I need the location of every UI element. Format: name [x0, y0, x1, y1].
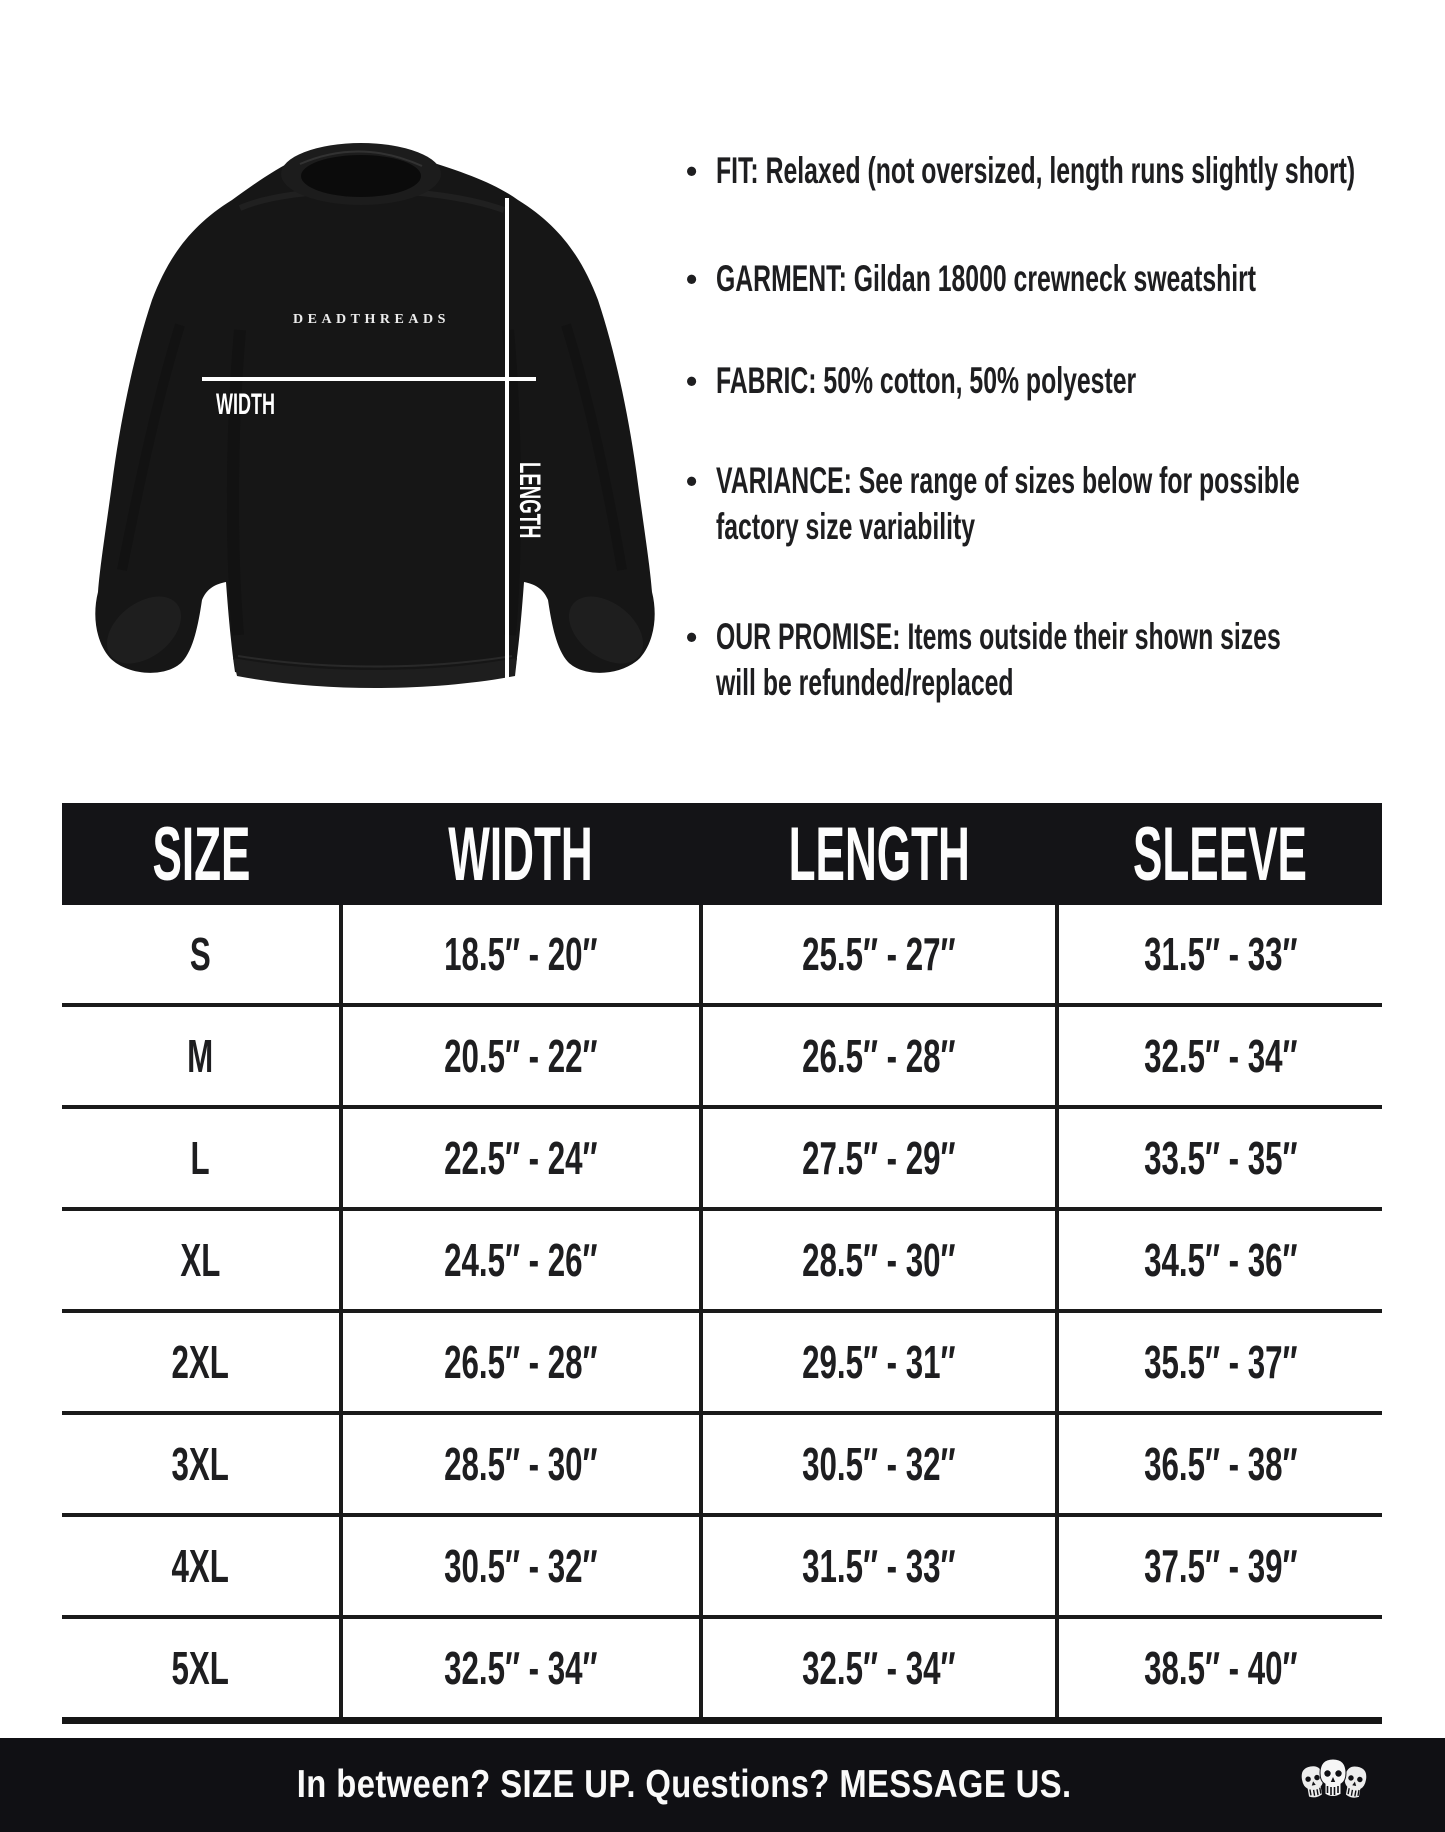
sleeve-cell: 34.5″ - 36″	[1057, 1209, 1382, 1311]
bullet-text-line: FIT: Relaxed (not oversized, length runs slightly short)	[716, 150, 1356, 191]
length-cell: 25.5″ - 27″	[701, 905, 1057, 1005]
length-measure-line	[505, 198, 509, 722]
bullet-text-line: GARMENT: Gildan 18000 crewneck sweatshirt	[716, 258, 1257, 299]
length-cell: 28.5″ - 30″	[701, 1209, 1057, 1311]
table-row	[62, 1311, 1382, 1413]
length-cell: 30.5″ - 32″	[701, 1413, 1057, 1515]
width-cell: 28.5″ - 30″	[341, 1413, 701, 1515]
table-row	[62, 1413, 1382, 1515]
sleeve-cell: 33.5″ - 35″	[1057, 1107, 1382, 1209]
bullet-text-line: VARIANCE: See range of sizes below for possible	[716, 460, 1300, 501]
bullet-marker: •	[686, 261, 698, 297]
footer-message: In between? SIZE UP. Questions? MESSAGE US.	[297, 1763, 1072, 1806]
size-table	[62, 803, 1382, 1724]
length-cell: 29.5″ - 31″	[701, 1311, 1057, 1413]
bullet-text-line: will be refunded/replaced	[716, 662, 1014, 703]
width-cell: 20.5″ - 22″	[341, 1005, 701, 1107]
width-cell: 26.5″ - 28″	[341, 1311, 701, 1413]
table-row	[62, 1617, 1382, 1721]
table-row	[62, 1107, 1382, 1209]
length-cell: 26.5″ - 28″	[701, 1005, 1057, 1107]
bullet-text-line: OUR PROMISE: Items outside their shown sizes	[716, 616, 1281, 657]
sweatshirt-image	[60, 120, 700, 750]
sleeve-cell: 35.5″ - 37″	[1057, 1311, 1382, 1413]
size-cell: 4XL	[62, 1515, 341, 1617]
size-cell: 2XL	[62, 1311, 341, 1413]
size-cell: 3XL	[62, 1413, 341, 1515]
size-cell: S	[62, 905, 341, 1005]
footer-bar	[0, 1738, 1445, 1832]
size-table-header	[62, 803, 1382, 905]
bullet-marker: •	[686, 153, 698, 189]
bullet-text-line: factory size variability	[716, 506, 976, 547]
size-cell: M	[62, 1005, 341, 1107]
bullet-marker: •	[686, 463, 698, 499]
width-cell: 30.5″ - 32″	[341, 1515, 701, 1617]
bullet-text-line: FABRIC: 50% cotton, 50% polyester	[716, 360, 1137, 401]
sleeve-cell: 36.5″ - 38″	[1057, 1413, 1382, 1515]
sleeve-cell: 37.5″ - 39″	[1057, 1515, 1382, 1617]
width-cell: 32.5″ - 34″	[341, 1617, 701, 1721]
width-cell: 18.5″ - 20″	[341, 905, 701, 1005]
header-row	[62, 803, 1382, 905]
table-row	[62, 1005, 1382, 1107]
col-header-size: SIZE	[62, 803, 341, 905]
width-cell: 22.5″ - 24″	[341, 1107, 701, 1209]
width-label: WIDTH	[216, 388, 275, 421]
col-header-width: WIDTH	[341, 803, 701, 905]
col-header-length: LENGTH	[701, 803, 1057, 905]
product-details-list	[686, 148, 1416, 706]
size-cell: 5XL	[62, 1617, 341, 1721]
product-diagram	[60, 120, 700, 750]
three-skulls-icon	[1299, 1756, 1367, 1814]
bullet-fit	[686, 148, 1416, 194]
bullet-fabric	[686, 358, 1416, 404]
sleeve-cell: 38.5″ - 40″	[1057, 1617, 1382, 1721]
size-cell: L	[62, 1107, 341, 1209]
bullet-garment	[686, 256, 1416, 302]
bullet-marker: •	[686, 363, 698, 399]
length-cell: 27.5″ - 29″	[701, 1107, 1057, 1209]
bullet-promise	[686, 614, 1416, 706]
table-row	[62, 1209, 1382, 1311]
sleeve-cell: 32.5″ - 34″	[1057, 1005, 1382, 1107]
sleeve-cell: 31.5″ - 33″	[1057, 905, 1382, 1005]
bullet-marker: •	[686, 619, 698, 655]
length-cell: 31.5″ - 33″	[701, 1515, 1057, 1617]
table-row	[62, 1515, 1382, 1617]
width-measure-line	[202, 377, 536, 381]
length-cell: 32.5″ - 34″	[701, 1617, 1057, 1721]
size-cell: XL	[62, 1209, 341, 1311]
width-cell: 24.5″ - 26″	[341, 1209, 701, 1311]
table-row	[62, 905, 1382, 1005]
brand-label: DEADTHREADS	[293, 312, 450, 327]
col-header-sleeve: SLEEVE	[1057, 803, 1382, 905]
bullet-variance	[686, 458, 1416, 550]
length-label: LENGTH	[513, 462, 546, 539]
